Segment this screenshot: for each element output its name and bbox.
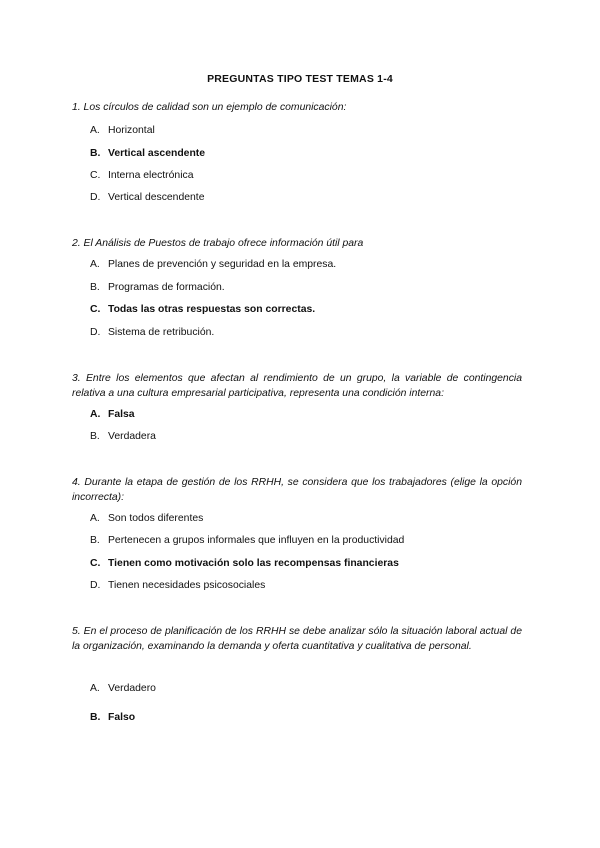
option-letter: A. [90,259,100,270]
q2-option-b [90,281,225,295]
question-5: 5. En el proceso de planificación de los RRHH se debe analizar sólo la situación laboral actual de la organización, examinando la demanda y oferta cuantitativa y cualitativa de personal. [72,626,522,652]
option-letter: A. [90,409,101,420]
q1-option-a [90,124,155,138]
q3-option-a-correct [90,408,135,422]
option-letter: C. [90,558,101,569]
option-letter: B. [90,282,100,293]
option-text: Falsa [108,409,135,420]
q1-option-c [90,169,193,183]
q2-option-a [90,258,336,272]
option-text: Tienen como motivación solo las recompensas financieras [108,558,399,569]
q4-option-b [90,534,404,548]
option-letter: A. [90,513,100,524]
option-letter: B. [90,431,100,442]
option-letter: D. [90,327,101,338]
option-letter: B. [90,535,100,546]
option-letter: D. [90,580,101,591]
option-text: Pertenecen a grupos informales que influyen en la productividad [108,535,405,546]
q5-option-a [90,682,156,696]
page-title: PREGUNTAS TIPO TEST TEMAS 1-4 [207,73,393,85]
option-text: Programas de formación. [108,282,225,293]
q2-option-c-correct [90,303,315,317]
option-text: Todas las otras respuestas son correctas. [108,304,316,315]
q4-option-c-correct [90,557,399,571]
option-text: Interna electrónica [108,170,194,181]
q4-option-d [90,579,265,593]
option-letter: A. [90,125,100,136]
option-letter: B. [90,712,101,723]
option-letter: C. [90,170,101,181]
q4-option-a [90,512,203,526]
question-3: 3. Entre los elementos que afectan al rendimiento de un grupo, la variable de contingencia relativa a una cultura empresarial participativa, representa una condición interna: [72,373,522,399]
option-text: Vertical descendente [108,192,205,203]
option-letter: C. [90,304,101,315]
option-text: Falso [108,712,136,723]
option-text: Verdadera [108,431,156,442]
q1-option-d [90,191,204,205]
option-text: Vertical ascendente [108,148,206,159]
question-4: 4. Durante la etapa de gestión de los RRHH, se considera que los trabajadores (elige la opción incorrecta): [72,477,522,503]
option-letter: A. [90,683,100,694]
q5-option-b-correct [90,711,135,725]
option-letter: D. [90,192,101,203]
option-text: Verdadero [108,683,156,694]
question-2: 2. El Análisis de Puestos de trabajo ofrece información útil para [72,238,364,249]
option-letter: B. [90,148,101,159]
option-text: Planes de prevención y seguridad en la empresa. [108,259,337,270]
option-text: Son todos diferentes [108,513,204,524]
question-1: 1. Los círculos de calidad son un ejemplo de comunicación: [72,102,347,113]
option-text: Horizontal [108,125,155,136]
q3-option-b [90,430,156,444]
option-text: Sistema de retribución. [108,327,215,338]
q1-option-b-correct [90,147,205,161]
q2-option-d [90,326,214,340]
option-text: Tienen necesidades psicosociales [108,580,266,591]
